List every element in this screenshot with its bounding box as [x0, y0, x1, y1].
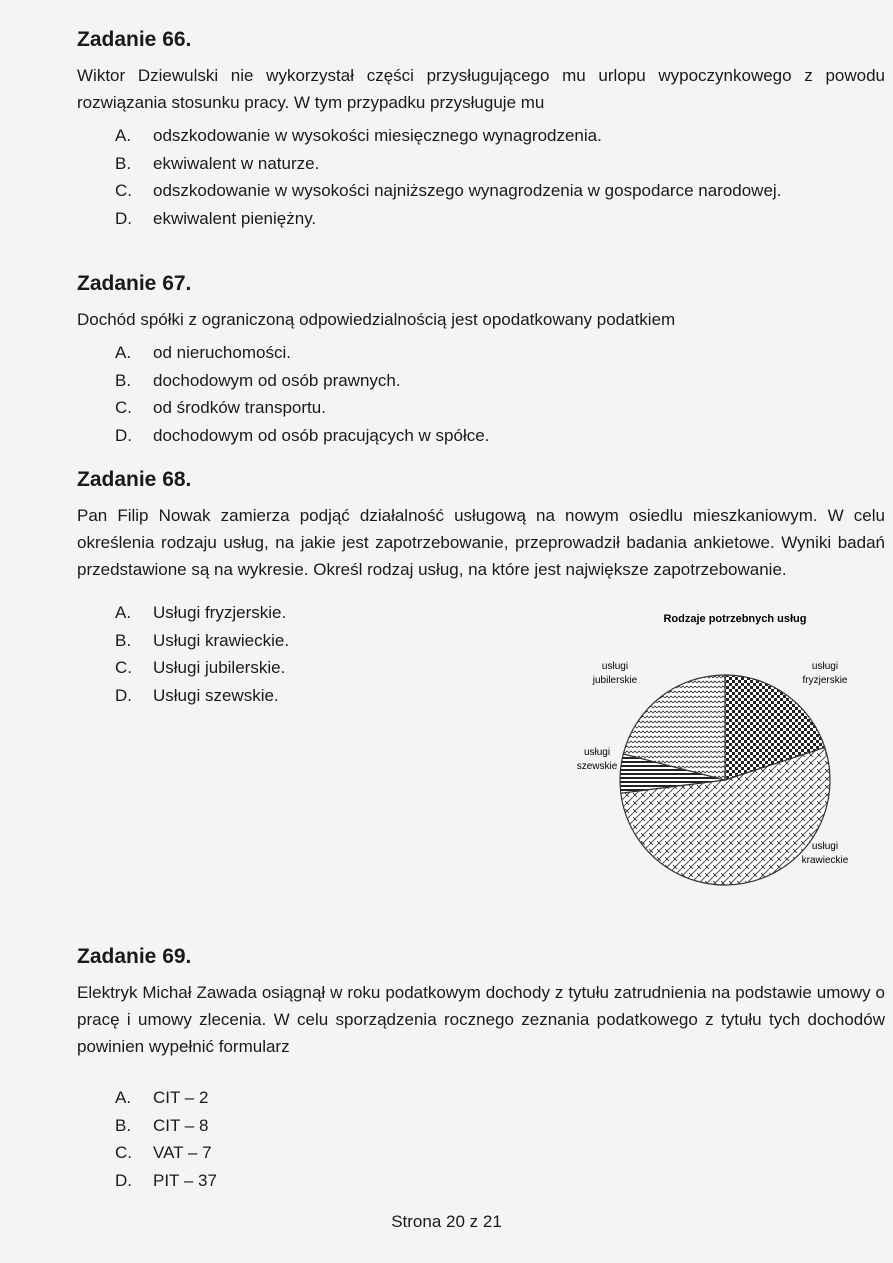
option-letter: A.	[115, 603, 132, 622]
task-question: Elektryk Michał Zawada osiągnął w roku podatkowym dochody z tytułu zatrudnienia na podstawie umowy o pracę i umowy zlecenia. W celu sporządzenia rocznego zeznania podatkowego z tytułu tych dochodów powinien wypełnić formularz	[77, 983, 885, 1056]
answer-option	[77, 122, 885, 150]
option-text: CIT – 2	[153, 1088, 209, 1107]
option-text: CIT – 8	[153, 1115, 209, 1135]
answer-option	[77, 339, 885, 367]
task-question: Dochód spółki z ograniczoną odpowiedzialnością jest opodatkowany podatkiem	[77, 310, 676, 329]
option-text: PIT – 37	[153, 1170, 217, 1190]
option-letter: B.	[115, 153, 132, 173]
option-letter: C.	[115, 181, 132, 200]
slice-label: usługi jubilerskie	[592, 661, 638, 686]
page-number: Strona 20 z 21	[391, 1212, 502, 1231]
option-letter: B.	[115, 370, 132, 390]
answer-options	[77, 122, 885, 232]
option-letter: D.	[115, 1170, 132, 1190]
answer-option	[77, 422, 885, 450]
answer-option	[77, 1139, 885, 1167]
answer-option	[77, 394, 885, 422]
slice-label: usługi fryzjerskie	[802, 661, 848, 686]
option-letter: D.	[115, 208, 132, 228]
answer-option	[77, 1167, 885, 1195]
answer-options	[77, 1084, 885, 1194]
option-text: odszkodowanie w wysokości najniższego wynagrodzenia w gospodarce narodowej.	[153, 181, 782, 200]
answer-option	[77, 177, 885, 205]
slice-label: usługi krawieckie	[801, 841, 849, 866]
option-text: dochodowym od osób pracujących w spółce.	[153, 425, 490, 445]
option-letter: C.	[115, 1143, 132, 1162]
pie-chart	[576, 605, 890, 890]
option-letter: D.	[115, 685, 132, 705]
option-text: odszkodowanie w wysokości miesięcznego wynagrodzenia.	[153, 126, 602, 145]
option-text: VAT – 7	[153, 1143, 212, 1162]
option-letter: A.	[115, 126, 132, 145]
option-letter: B.	[115, 630, 132, 650]
option-text: Usługi szewskie.	[153, 685, 279, 705]
task-title: Zadanie 66.	[77, 28, 192, 51]
option-text: Usługi jubilerskie.	[153, 658, 286, 677]
option-text: ekwiwalent pieniężny.	[153, 208, 317, 228]
slice-label: usługi szewskie	[576, 747, 618, 772]
task-title: Zadanie 67.	[77, 272, 192, 295]
option-text: od środków transportu.	[153, 398, 326, 417]
option-letter: A.	[115, 1088, 132, 1107]
option-text: od nieruchomości.	[153, 343, 291, 362]
task-69	[77, 945, 885, 1194]
option-letter: C.	[115, 398, 132, 417]
option-text: dochodowym od osób prawnych.	[153, 370, 401, 390]
option-letter: B.	[115, 1115, 132, 1135]
option-text: ekwiwalent w naturze.	[153, 153, 320, 173]
option-text: Usługi fryzjerskie.	[153, 603, 287, 622]
answer-option	[77, 367, 885, 395]
answer-option	[77, 1112, 885, 1140]
chart-title: Rodzaje potrzebnych usług	[663, 613, 807, 625]
task-title: Zadanie 69.	[77, 945, 192, 968]
option-letter: C.	[115, 658, 132, 677]
task-67	[77, 272, 885, 449]
answer-options	[77, 339, 885, 449]
answer-option	[77, 1084, 885, 1112]
option-letter: A.	[115, 343, 132, 362]
task-title: Zadanie 68.	[77, 468, 192, 491]
option-letter: D.	[115, 425, 132, 445]
task-question: Pan Filip Nowak zamierza podjąć działalność usługową na nowym osiedlu mieszkaniowym. W celu określenia rodzaju usług, na jakie jest zapotrzebowanie, przeprowadził badania ankietowe. Wyniki badań przedstawione są na wykresie. Określ rodzaj usług, na które jest największe zapotrzebowanie.	[77, 506, 885, 579]
answer-option	[77, 150, 885, 178]
task-question: Wiktor Dziewulski nie wykorzystał części przysługującego mu urlopu wypoczynkowego z powodu rozwiązania stosunku pracy. W tym przypadku przysługuje mu	[77, 66, 885, 112]
task-66	[77, 28, 885, 232]
option-text: Usługi krawieckie.	[153, 630, 290, 650]
answer-option	[77, 205, 885, 233]
